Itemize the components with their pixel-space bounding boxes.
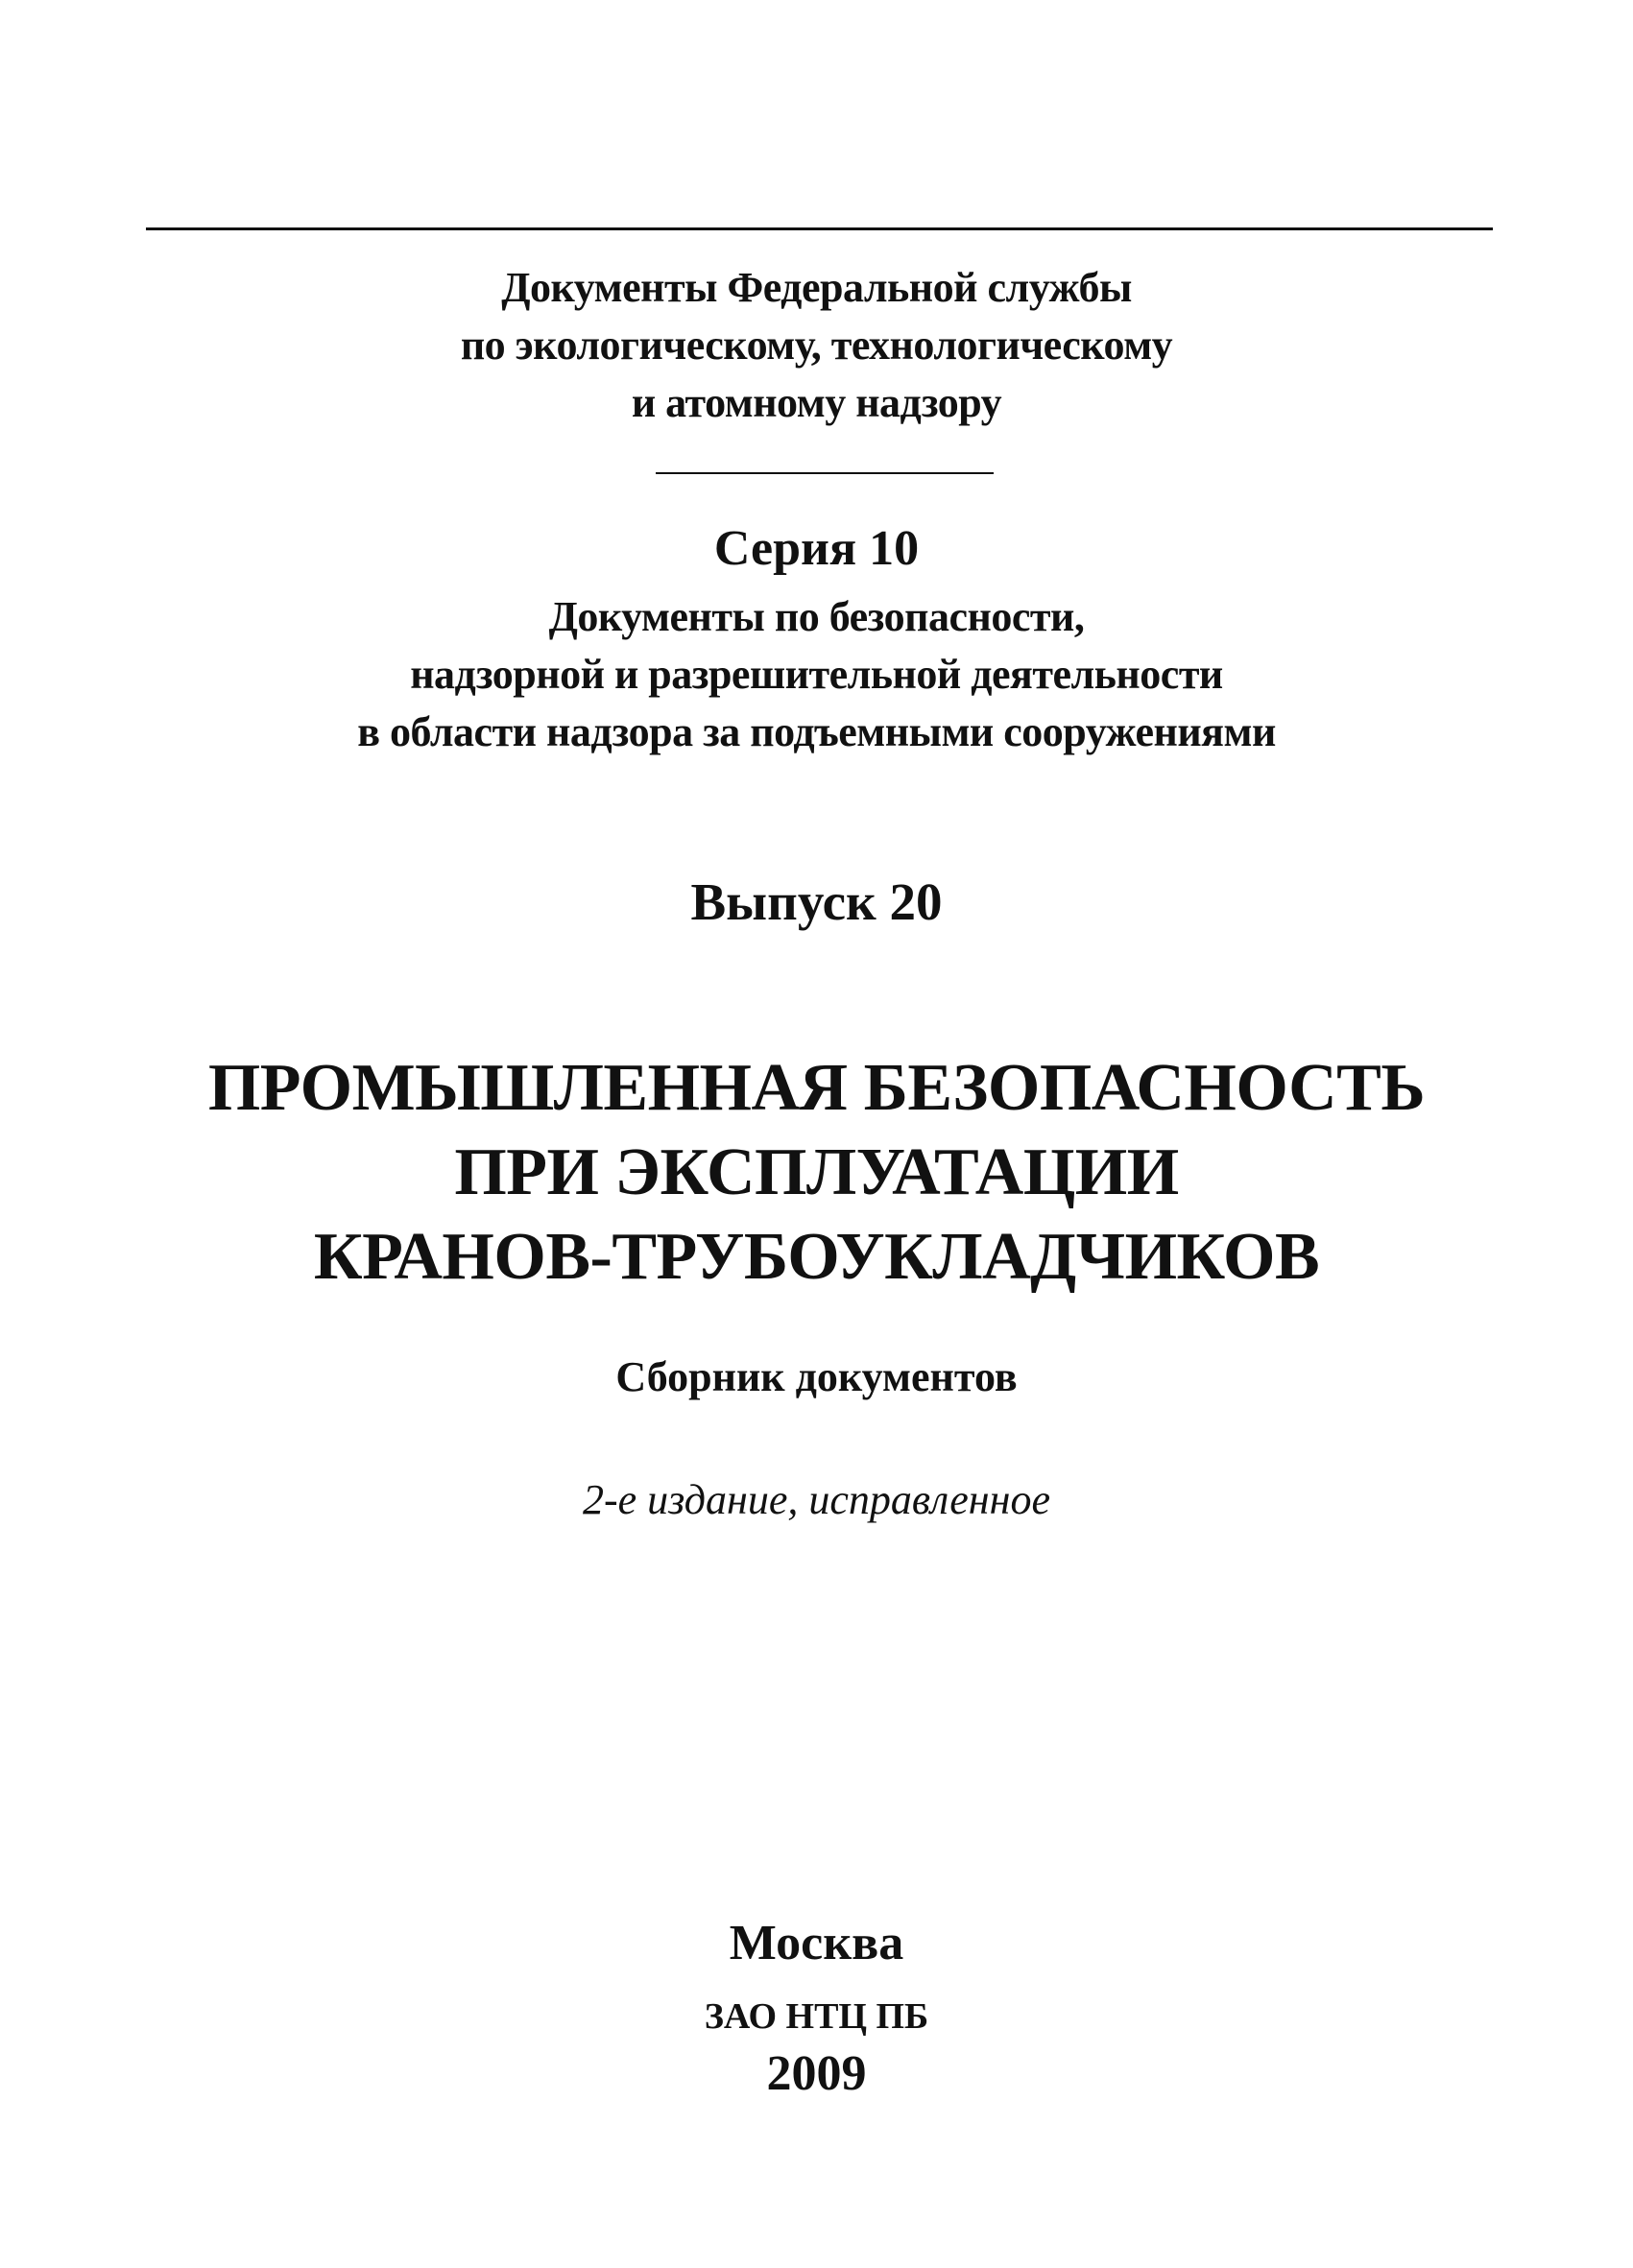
- imprint-publisher: ЗАО НТЦ ПБ: [704, 1996, 929, 2037]
- agency-line: и атомному надзору: [631, 379, 1002, 426]
- series-description-line: надзорной и разрешительной деятельности: [410, 651, 1223, 698]
- top-divider: [146, 227, 1493, 230]
- edition-note: 2-е издание, исправленное: [582, 1476, 1050, 1523]
- main-title-line: ПРОМЫШЛЕННАЯ БЕЗОПАСНОСТЬ: [207, 1051, 1426, 1125]
- imprint-year: 2009: [766, 2046, 867, 2101]
- agency-line: Документы Федеральной службы: [501, 264, 1132, 311]
- main-title-line: ПРИ ЭКСПЛУАТАЦИИ: [454, 1135, 1179, 1209]
- agency-header: [0, 259, 1633, 432]
- agency-line: по экологическому, технологическому: [460, 322, 1173, 369]
- series-title: Серия 10: [713, 521, 920, 576]
- subtitle: Сборник документов: [615, 1353, 1018, 1400]
- series-description: [0, 588, 1633, 761]
- main-title: [0, 1046, 1633, 1300]
- series-description-line: Документы по безопасности,: [548, 593, 1085, 640]
- main-title-line: КРАНОВ-ТРУБОУКЛАДЧИКОВ: [313, 1220, 1320, 1294]
- issue-number: Выпуск 20: [690, 872, 943, 931]
- imprint-city: Москва: [729, 1916, 904, 1970]
- section-divider: [656, 472, 994, 474]
- series-description-line: в области надзора за подъемными сооружениями: [357, 708, 1276, 755]
